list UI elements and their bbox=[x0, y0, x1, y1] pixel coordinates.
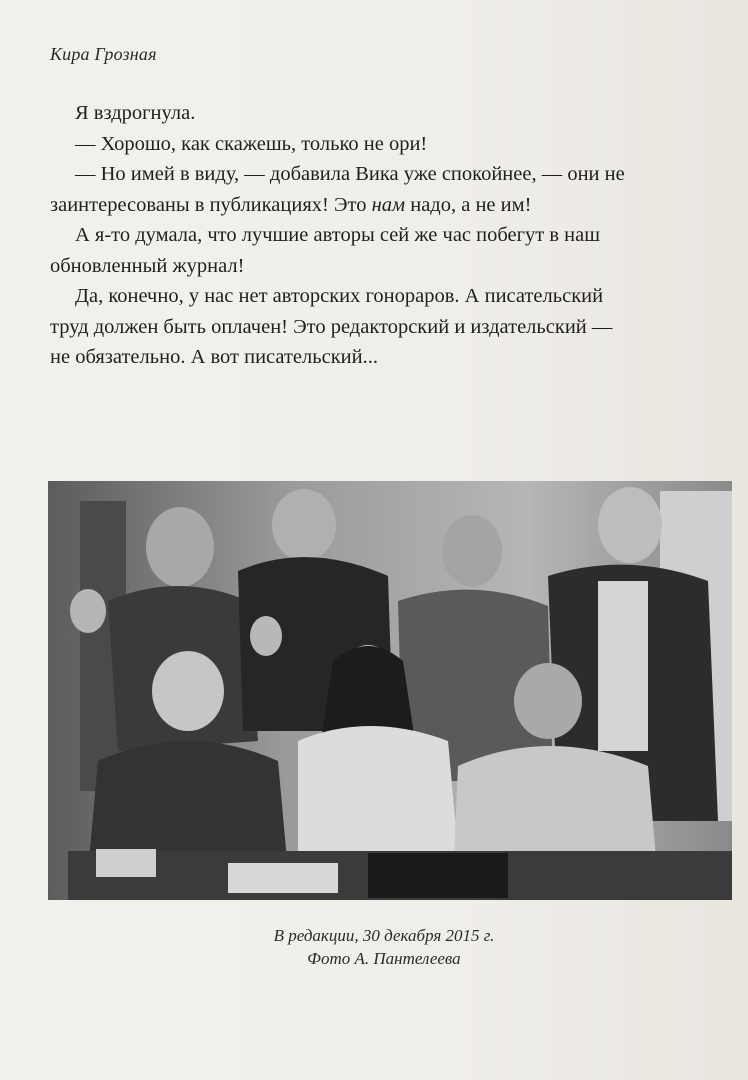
paragraph-line: не обязательно. А вот писательский... bbox=[50, 346, 378, 368]
paragraph-line bbox=[50, 190, 728, 221]
running-head: Кира Грозная bbox=[50, 44, 157, 64]
caption-line: Фото А. Пантелеева bbox=[307, 949, 461, 968]
group-photo-image bbox=[48, 481, 732, 900]
paragraph-line: обновленный журнал! bbox=[50, 254, 245, 277]
group-photo bbox=[48, 481, 732, 900]
paragraph-line: Я вздрогнула. bbox=[75, 102, 196, 124]
caption-line: В редакции, 30 декабря 2015 г. bbox=[273, 926, 495, 945]
photo-caption bbox=[0, 924, 748, 970]
paragraph-line: — Но имей в виду, — добавила Вика уже спокойнее, — они не bbox=[75, 163, 625, 185]
text-run: заинтересованы в публикациях! Это bbox=[50, 193, 372, 216]
body-text bbox=[50, 98, 728, 373]
paragraph-line: А я-то думала, что лучшие авторы сей же час побегут в наш bbox=[75, 224, 601, 246]
emphasis-text: нам bbox=[371, 193, 406, 216]
paragraph-line: Да, конечно, у нас нет авторских гонораров. А писательский bbox=[75, 285, 604, 307]
text-run: надо, а не им! bbox=[405, 193, 532, 216]
paragraph-line: — Хорошо, как скажешь, только не ори! bbox=[75, 132, 428, 155]
paragraph-line: труд должен быть оплачен! Это редакторский и издательский — bbox=[50, 315, 613, 338]
